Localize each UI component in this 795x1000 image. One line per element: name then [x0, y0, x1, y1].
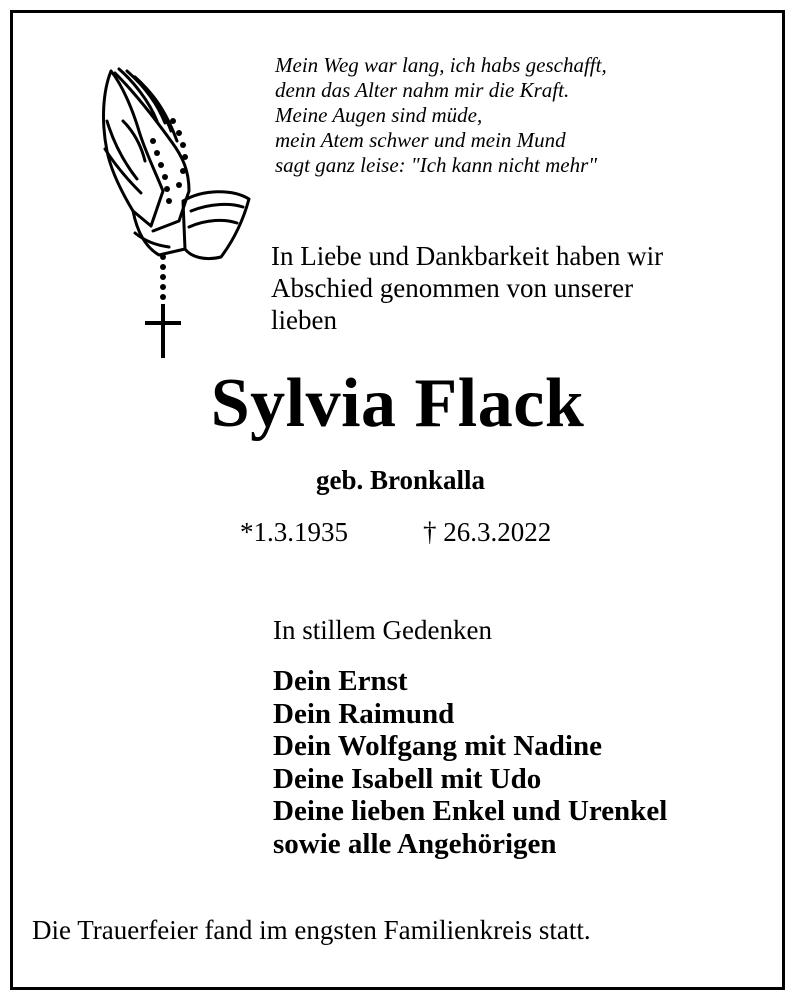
praying-hands-rosary-icon — [93, 61, 253, 361]
poem — [275, 53, 755, 178]
funeral-note: Die Trauerfeier fand im engsten Familienkreis statt. — [32, 915, 591, 945]
birth-date: *1.3.1935 — [240, 517, 348, 547]
poem-line: mein Atem schwer und mein Mund — [275, 128, 566, 152]
intro-line: lieben — [271, 305, 337, 335]
mourner: Deine Isabell mit Udo — [273, 762, 542, 795]
deceased-name: Sylvia Flack — [210, 365, 585, 442]
poem-line: sagt ganz leise: "Ich kann nicht mehr" — [275, 153, 598, 177]
poem-line: Mein Weg war lang, ich habs geschafft, — [275, 53, 607, 77]
mourner: Dein Wolfgang mit Nadine — [273, 730, 602, 762]
mourners-list — [273, 665, 667, 860]
intro-line: Abschied genommen von unserer — [271, 273, 634, 303]
death-date: † 26.3.2022 — [423, 517, 552, 547]
obituary-notice — [10, 10, 785, 990]
maiden-name: geb. Bronkalla — [315, 465, 486, 495]
mourner: sowie alle Angehörigen — [273, 827, 557, 860]
poem-line: denn das Alter nahm mir die Kraft. — [275, 78, 570, 102]
memory-line: In stillem Gedenken — [273, 615, 492, 645]
poem-line: Meine Augen sind müde, — [275, 103, 483, 127]
mourner: Dein Raimund — [273, 697, 455, 730]
intro-text — [271, 240, 771, 336]
mourner: Dein Ernst — [273, 665, 408, 697]
intro-line: In Liebe und Dankbarkeit haben wir — [271, 241, 664, 271]
mourner: Deine lieben Enkel und Urenkel — [273, 795, 668, 827]
